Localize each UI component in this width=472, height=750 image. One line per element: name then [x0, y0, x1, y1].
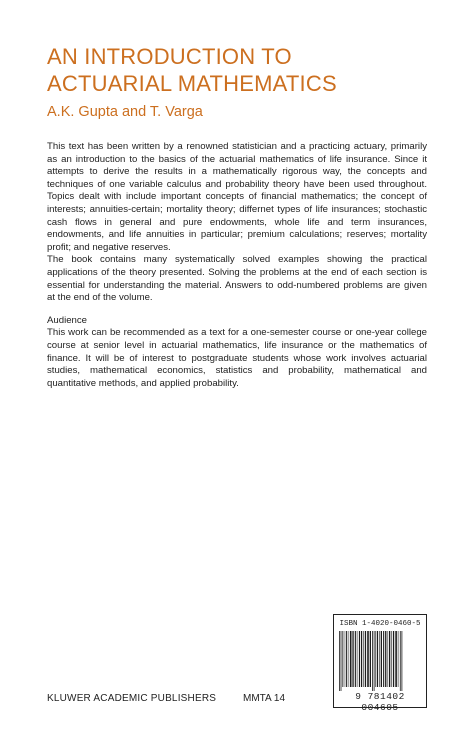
barcode-bar	[339, 631, 340, 691]
barcode-bar	[352, 631, 353, 687]
barcode-bar	[355, 631, 356, 687]
barcode-bar	[389, 631, 390, 687]
barcode-bar	[393, 631, 394, 687]
barcode-bar	[361, 631, 362, 687]
barcode-bar	[370, 631, 371, 687]
audience-text: This work can be recommended as a text for a one-semester course or one-year college course at senior level in actuarial mathematics, life insurance or the mathematics of finance. It will be of interest to postgraduate students whose work involves actuarial studies, mathematical economics, statistics and probability, mathematical and quantitative methods, and applied probability.	[47, 327, 427, 389]
barcode-bar	[350, 631, 352, 687]
barcode-digits: 9 781402 004605	[355, 691, 405, 713]
barcode-bar	[388, 631, 389, 687]
description-paragraph-1: This text has been written by a renowned statistician and a practicing actuary, primarily as an introduction to the basics of the actuarial mathematics of life insurance. Since it attempts to derive the results in a mathematically rigorous way, the concepts and techniques of one variable calculus and probability theory have been used throughout. Topics dealt with include important concepts of financial mathematics; the concept of interests; annuities-certain; mortality theory; differnet types of life insurances; stochastic cash flows in general and pure endowments, whole life and term insurances, endowments, and life annuities in particular; premium calculations; reserves; mortality profit; and negative reserves.	[47, 141, 427, 253]
spacer	[47, 305, 427, 315]
barcode-bar	[344, 631, 345, 687]
barcode-bar	[395, 631, 397, 687]
title-line-1: AN INTRODUCTION TO	[47, 44, 292, 69]
barcode-bar	[346, 631, 347, 687]
barcode-bar	[391, 631, 392, 687]
barcode-bar	[359, 631, 360, 687]
barcode-bar	[367, 631, 369, 687]
barcode-bar	[379, 631, 380, 687]
barcode-bar	[357, 631, 358, 687]
audience-heading: Audience	[47, 314, 88, 326]
description	[47, 141, 427, 390]
publisher-name: KLUWER ACADEMIC PUBLISHERS	[47, 693, 217, 704]
barcode-bar	[398, 631, 399, 687]
book-title	[47, 43, 427, 97]
barcode-bar	[341, 631, 342, 691]
barcode-bar	[372, 631, 373, 691]
barcode-bar	[363, 631, 364, 687]
barcode-bar	[402, 631, 403, 691]
title-line-2: ACTUARIAL MATHEMATICS	[47, 71, 337, 96]
barcode-bar	[375, 631, 376, 687]
barcode-bar	[381, 631, 382, 687]
isbn-barcode-box	[333, 614, 427, 713]
series-code: MMTA 14	[243, 693, 286, 704]
isbn-label: ISBN 1-4020-0460-5	[339, 620, 421, 628]
barcode-bar	[365, 631, 366, 687]
barcode-bar	[400, 631, 401, 691]
barcode-bar	[348, 631, 349, 687]
description-paragraph-2: The book contains many systematically solved examples showing the practical applications of the theory presented. Solving the problems at the end of each section is essential for understanding the material. Answers to odd-numbered problems are given at the end of the volume.	[47, 254, 427, 304]
barcode-bar	[383, 631, 384, 687]
barcode-bar	[374, 631, 375, 691]
barcode	[338, 631, 422, 691]
barcode-bar	[377, 631, 378, 687]
barcode-bar	[342, 631, 343, 687]
barcode-bar	[385, 631, 386, 687]
authors: A.K. Gupta and T. Varga	[47, 104, 203, 120]
